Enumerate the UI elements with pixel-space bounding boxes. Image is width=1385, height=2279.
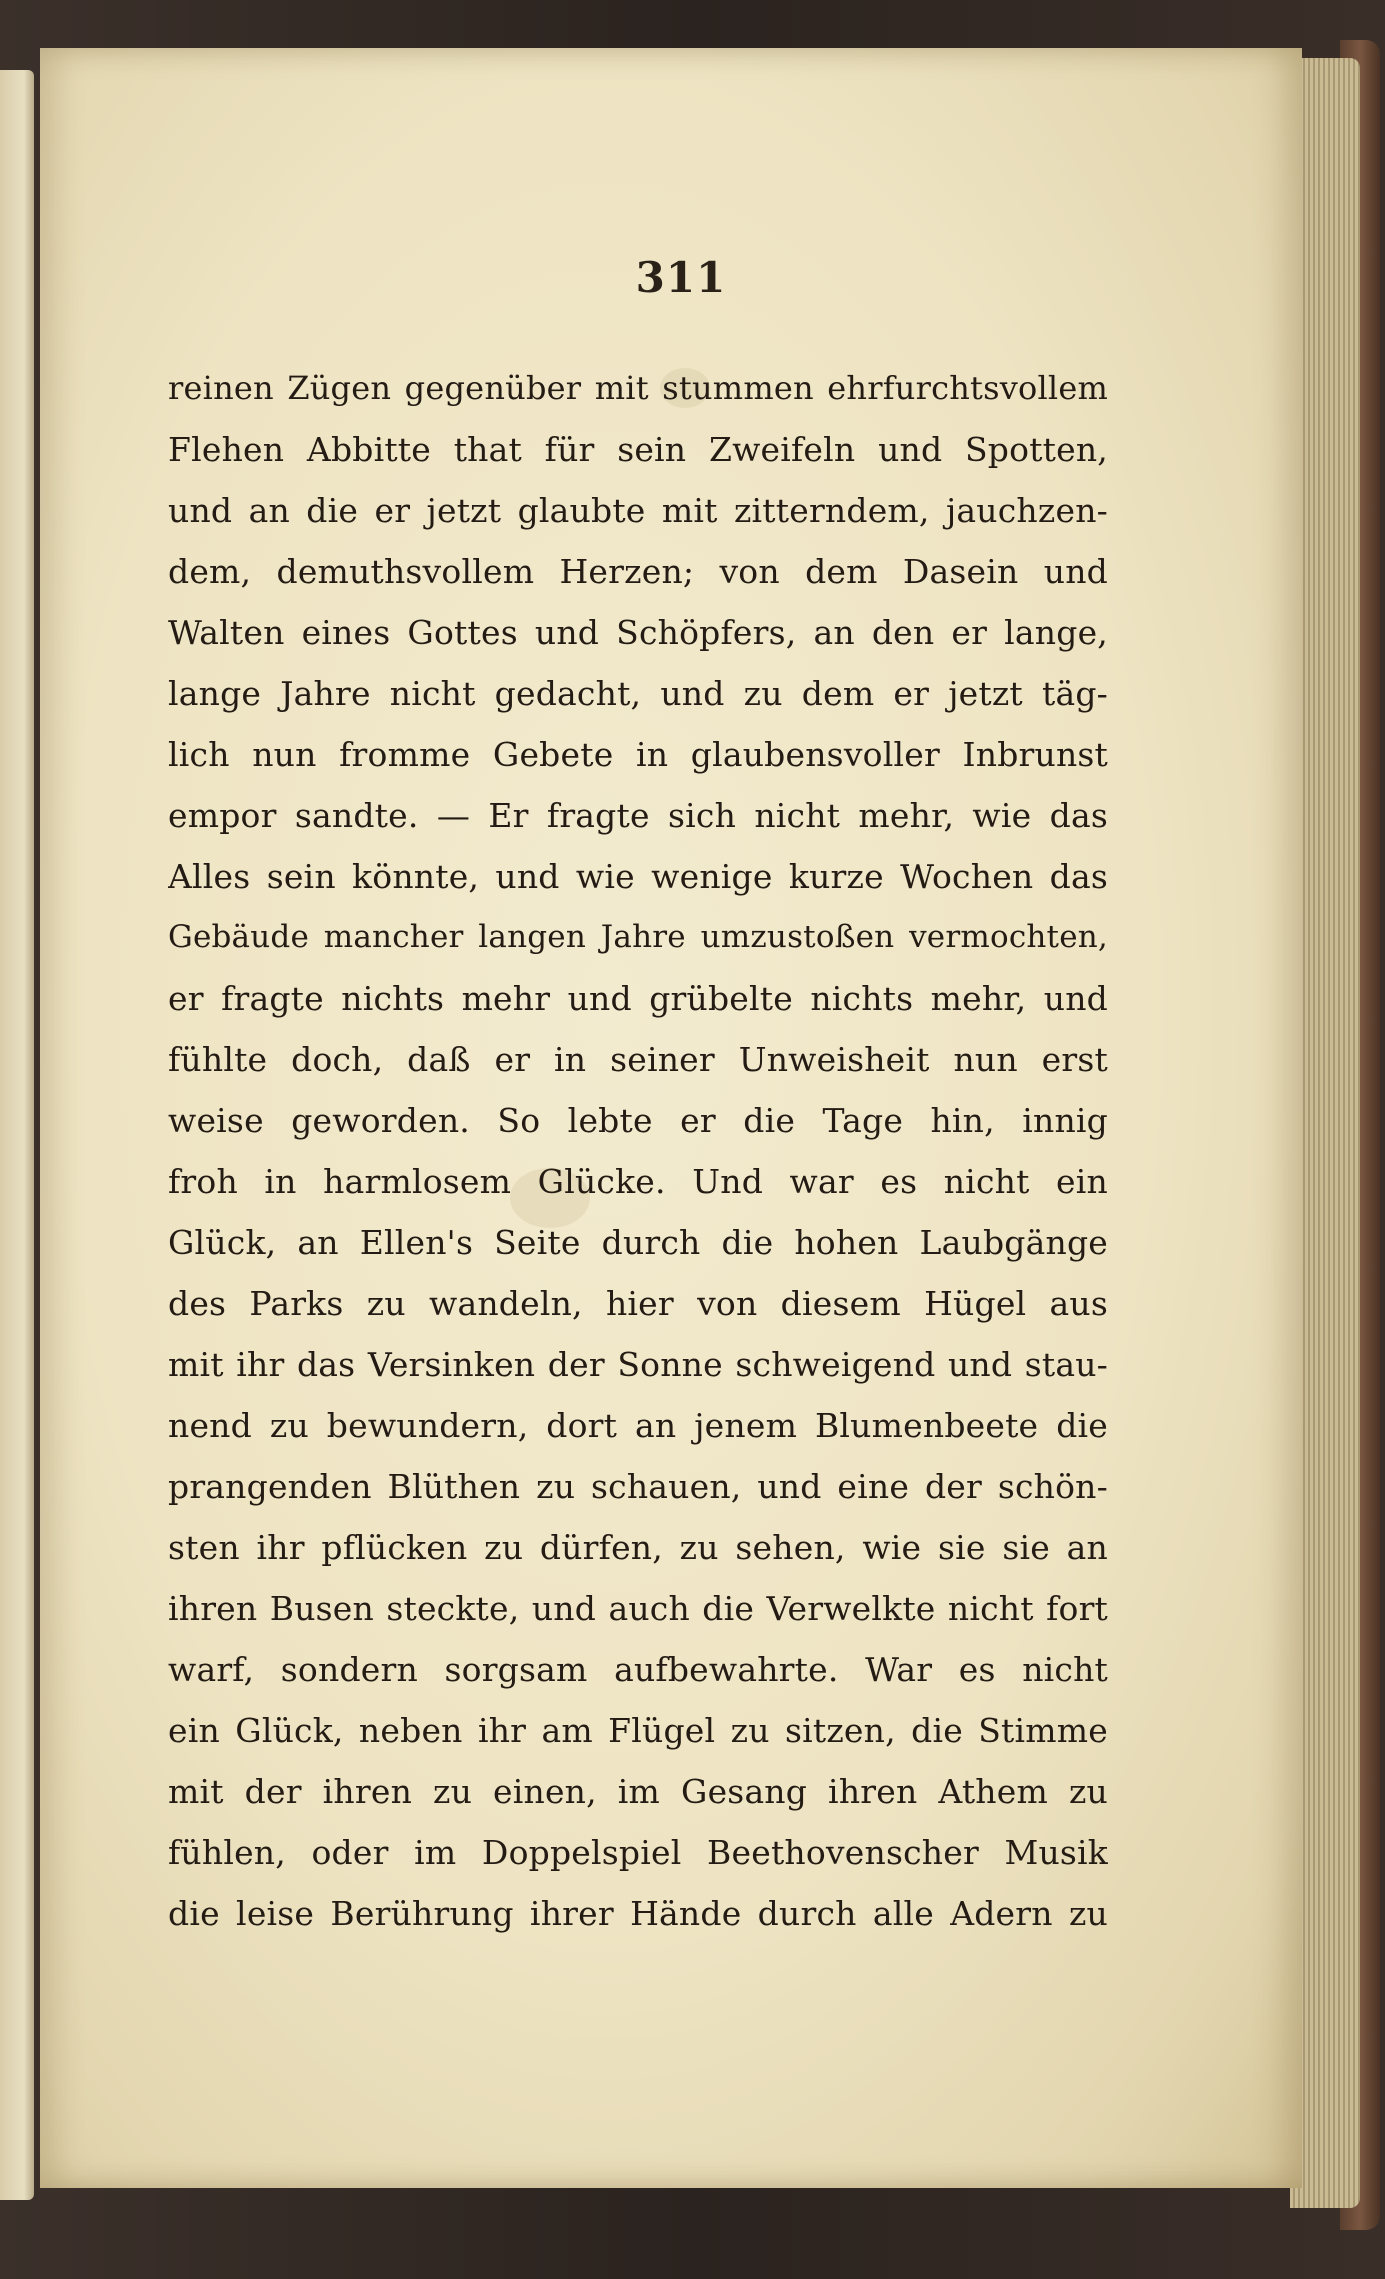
text-line: dem, demuthsvollem Herzen; von dem Dasein und	[168, 552, 1108, 591]
text-line: lange Jahre nicht gedacht, und zu dem er jetzt täg-	[168, 674, 1108, 713]
text-line: empor sandte. — Er fragte sich nicht mehr, wie das	[168, 796, 1108, 835]
text-line: mit der ihren zu einen, im Gesang ihren Athem zu	[168, 1772, 1108, 1811]
text-line: weise geworden. So lebte er die Tage hin, innig	[168, 1101, 1108, 1140]
text-line: Gebäude mancher langen Jahre umzustoßen vermochten,	[168, 919, 1108, 955]
text-line: sten ihr pflücken zu dürfen, zu sehen, wie sie sie an	[168, 1528, 1108, 1567]
text-line: ihren Busen steckte, und auch die Verwelkte nicht fort	[168, 1589, 1108, 1628]
text-line: Walten eines Gottes und Schöpfers, an den er lange,	[168, 613, 1108, 652]
text-line: reinen Zügen gegenüber mit stummen ehrfurchtsvollem	[168, 369, 1108, 407]
text-line: nend zu bewundern, dort an jenem Blumenbeete die	[168, 1406, 1108, 1445]
left-page-edge	[0, 70, 34, 2200]
text-line: fühlte doch, daß er in seiner Unweisheit nun erst	[168, 1040, 1108, 1079]
text-line: fühlen, oder im Doppelspiel Beethovenscher Musik	[168, 1833, 1108, 1872]
text-line: ein Glück, neben ihr am Flügel zu sitzen, die Stimme	[168, 1711, 1108, 1750]
text-line: lich nun fromme Gebete in glaubensvoller Inbrunst	[168, 735, 1108, 774]
text-line: froh in harmlosem Glücke. Und war es nicht ein	[168, 1162, 1108, 1201]
text-line: und an die er jetzt glaubte mit zitterndem, jauchzen-	[168, 491, 1108, 530]
book-page	[40, 48, 1302, 2188]
text-line: warf, sondern sorgsam aufbewahrte. War es nicht	[168, 1650, 1108, 1689]
text-line: Alles sein könnte, und wie wenige kurze Wochen das	[168, 857, 1108, 896]
text-line: Glück, an Ellen's Seite durch die hohen Laubgänge	[168, 1223, 1108, 1262]
body-text	[168, 358, 1108, 1944]
text-line: er fragte nichts mehr und grübelte nichts mehr, und	[168, 979, 1108, 1018]
text-line: des Parks zu wandeln, hier von diesem Hügel aus	[168, 1284, 1108, 1323]
text-line: die leise Berührung ihrer Hände durch alle Adern zu	[168, 1894, 1108, 1933]
text-line: mit ihr das Versinken der Sonne schweigend und stau-	[168, 1345, 1108, 1384]
text-line: Flehen Abbitte that für sein Zweifeln und Spotten,	[168, 430, 1108, 469]
text-line: prangenden Blüthen zu schauen, und eine der schön-	[168, 1467, 1108, 1506]
page-number: 311	[635, 253, 727, 302]
